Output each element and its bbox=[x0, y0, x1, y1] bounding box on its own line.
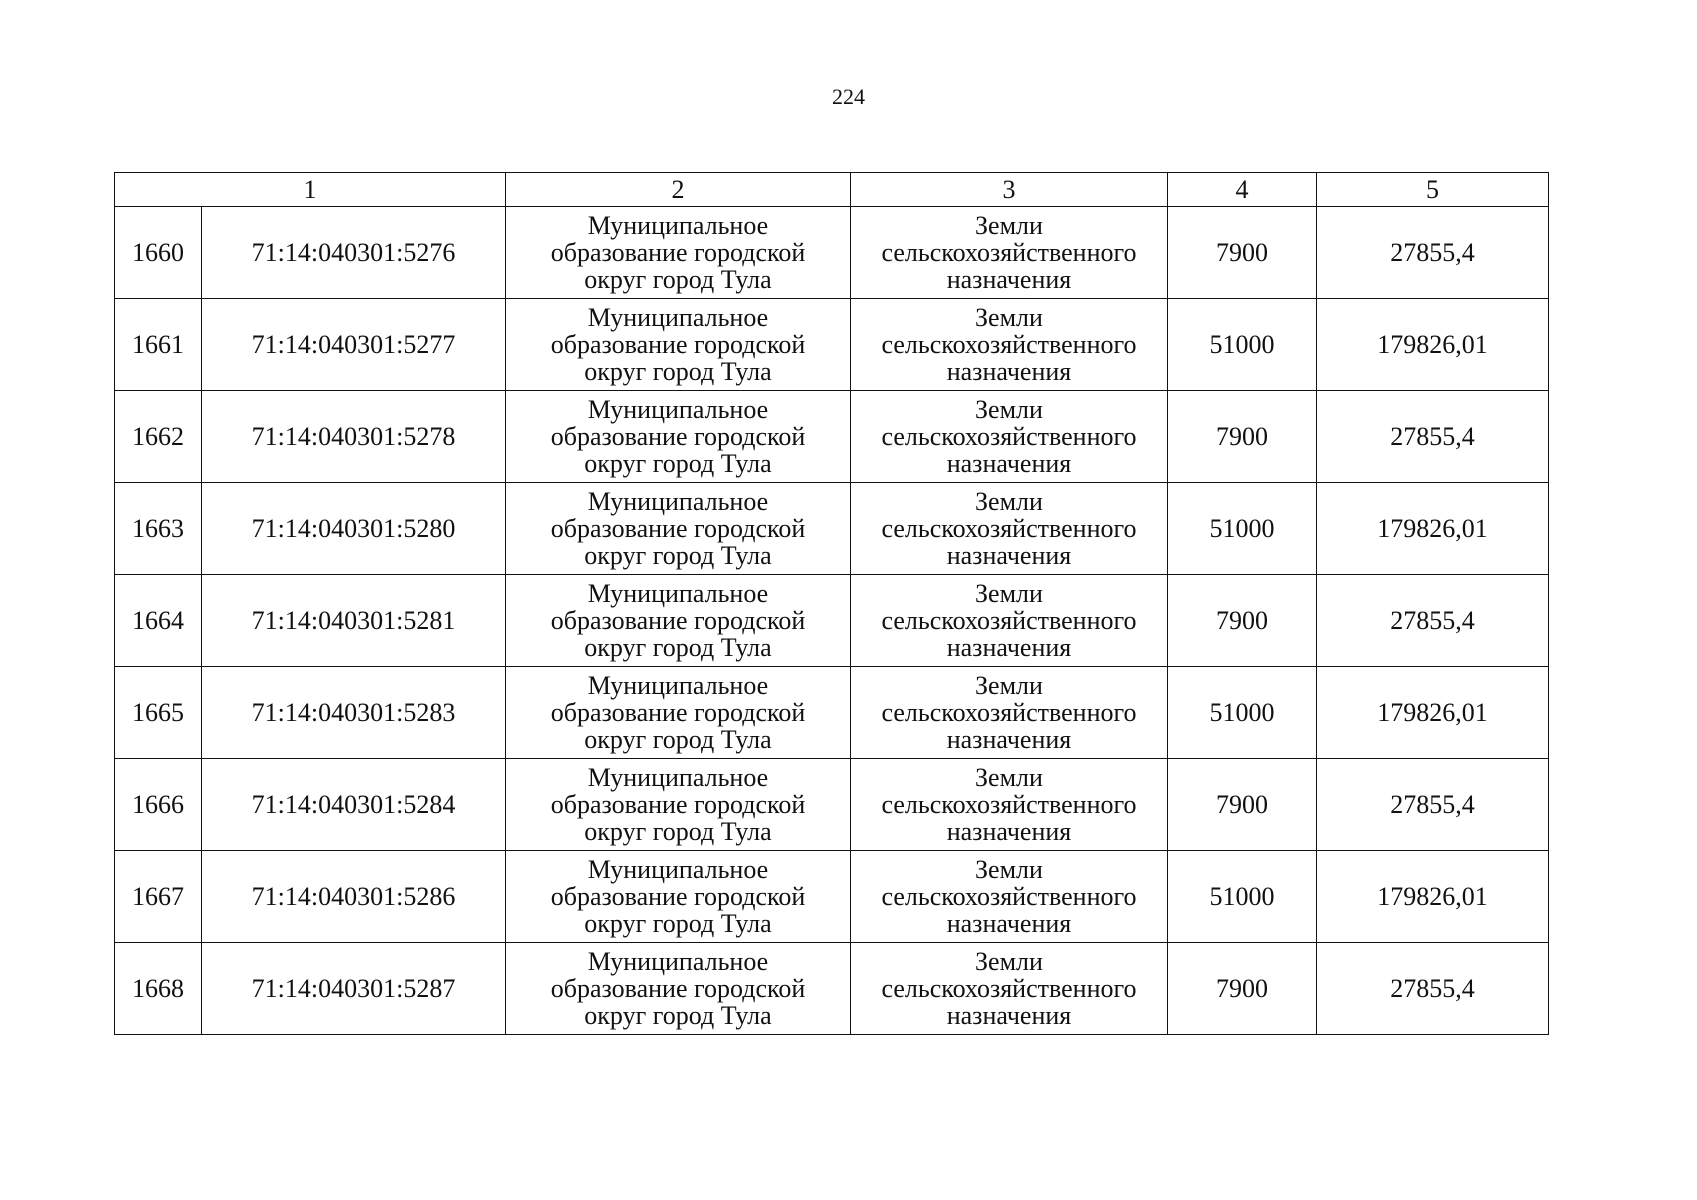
owner-cell-line: Муниципальное bbox=[587, 487, 769, 516]
row-number-cell: 1661 bbox=[115, 299, 202, 391]
area-cell: 7900 bbox=[1168, 207, 1317, 299]
land-category-cell bbox=[851, 483, 1168, 575]
table-row bbox=[115, 483, 1549, 575]
cadastral-number-cell: 71:14:040301:5287 bbox=[202, 943, 506, 1035]
row-number-cell: 1664 bbox=[115, 575, 202, 667]
land-category-cell bbox=[851, 391, 1168, 483]
table-row bbox=[115, 667, 1549, 759]
land-category-cell-line: Земли bbox=[975, 211, 1043, 240]
header-cell-3: 3 bbox=[851, 173, 1168, 207]
row-number-cell: 1668 bbox=[115, 943, 202, 1035]
row-number-cell: 1662 bbox=[115, 391, 202, 483]
land-category-cell-line: Земли bbox=[975, 671, 1043, 700]
area-cell: 7900 bbox=[1168, 759, 1317, 851]
row-number-cell: 1666 bbox=[115, 759, 202, 851]
land-category-cell-line: назначения bbox=[946, 725, 1072, 754]
land-category-cell-line: сельскохозяйственного bbox=[881, 698, 1137, 727]
value-cell: 179826,01 bbox=[1317, 851, 1549, 943]
land-category-cell-line: Земли bbox=[975, 395, 1043, 424]
owner-cell bbox=[506, 851, 851, 943]
owner-cell-line: округ город Тула bbox=[584, 357, 772, 386]
row-number-cell: 1663 bbox=[115, 483, 202, 575]
header-cell-5: 5 bbox=[1317, 173, 1549, 207]
row-number-cell: 1660 bbox=[115, 207, 202, 299]
area-cell: 51000 bbox=[1168, 483, 1317, 575]
value-cell: 27855,4 bbox=[1317, 575, 1549, 667]
land-category-cell bbox=[851, 667, 1168, 759]
cadastral-number-cell: 71:14:040301:5281 bbox=[202, 575, 506, 667]
land-category-cell bbox=[851, 207, 1168, 299]
owner-cell-line: Муниципальное bbox=[587, 579, 769, 608]
cadastral-number-cell: 71:14:040301:5278 bbox=[202, 391, 506, 483]
owner-cell-line: образование городской bbox=[550, 514, 806, 543]
owner-cell-line: округ город Тула bbox=[584, 449, 772, 478]
land-category-cell-line: сельскохозяйственного bbox=[881, 882, 1137, 911]
owner-cell bbox=[506, 575, 851, 667]
owner-cell bbox=[506, 391, 851, 483]
table-row bbox=[115, 207, 1549, 299]
land-category-cell bbox=[851, 759, 1168, 851]
value-cell: 27855,4 bbox=[1317, 207, 1549, 299]
value-cell: 179826,01 bbox=[1317, 483, 1549, 575]
cadastral-number-cell: 71:14:040301:5276 bbox=[202, 207, 506, 299]
value-cell: 179826,01 bbox=[1317, 667, 1549, 759]
owner-cell-line: Муниципальное bbox=[587, 211, 769, 240]
land-category-cell-line: Земли bbox=[975, 487, 1043, 516]
area-cell: 51000 bbox=[1168, 299, 1317, 391]
owner-cell-line: образование городской bbox=[550, 882, 806, 911]
page-number: 224 bbox=[832, 84, 865, 109]
owner-cell-line: образование городской bbox=[550, 698, 806, 727]
owner-cell bbox=[506, 483, 851, 575]
owner-cell bbox=[506, 299, 851, 391]
area-cell: 51000 bbox=[1168, 667, 1317, 759]
owner-cell-line: образование городской bbox=[550, 238, 806, 267]
row-number-cell: 1667 bbox=[115, 851, 202, 943]
owner-cell bbox=[506, 207, 851, 299]
owner-cell-line: Муниципальное bbox=[587, 947, 769, 976]
land-category-cell-line: сельскохозяйственного bbox=[881, 606, 1137, 635]
value-cell: 27855,4 bbox=[1317, 391, 1549, 483]
owner-cell-line: округ город Тула bbox=[584, 909, 772, 938]
row-number-cell: 1665 bbox=[115, 667, 202, 759]
owner-cell-line: образование городской bbox=[550, 790, 806, 819]
area-cell: 51000 bbox=[1168, 851, 1317, 943]
owner-cell-line: округ город Тула bbox=[584, 633, 772, 662]
land-category-cell-line: назначения bbox=[946, 1001, 1072, 1030]
header-cell-4: 4 bbox=[1168, 173, 1317, 207]
table-row bbox=[115, 299, 1549, 391]
owner-cell-line: округ город Тула bbox=[584, 725, 772, 754]
cadastral-number-cell: 71:14:040301:5277 bbox=[202, 299, 506, 391]
value-cell: 27855,4 bbox=[1317, 759, 1549, 851]
table-row bbox=[115, 851, 1549, 943]
land-category-cell-line: сельскохозяйственного bbox=[881, 330, 1137, 359]
land-category-cell-line: назначения bbox=[946, 265, 1072, 294]
owner-cell-line: Муниципальное bbox=[587, 395, 769, 424]
land-category-cell-line: сельскохозяйственного bbox=[881, 514, 1137, 543]
header-cell-2: 2 bbox=[506, 173, 851, 207]
table-header-row bbox=[115, 173, 1549, 207]
area-cell: 7900 bbox=[1168, 575, 1317, 667]
owner-cell-line: Муниципальное bbox=[587, 763, 769, 792]
land-category-cell-line: Земли bbox=[975, 763, 1043, 792]
cadastral-number-cell: 71:14:040301:5284 bbox=[202, 759, 506, 851]
owner-cell-line: округ город Тула bbox=[584, 1001, 772, 1030]
owner-cell bbox=[506, 943, 851, 1035]
land-category-cell bbox=[851, 943, 1168, 1035]
land-category-cell-line: сельскохозяйственного bbox=[881, 238, 1137, 267]
land-category-cell-line: назначения bbox=[946, 909, 1072, 938]
owner-cell-line: округ город Тула bbox=[584, 817, 772, 846]
land-category-cell-line: Земли bbox=[975, 303, 1043, 332]
table-row bbox=[115, 575, 1549, 667]
land-category-cell bbox=[851, 851, 1168, 943]
cadastral-number-cell: 71:14:040301:5280 bbox=[202, 483, 506, 575]
land-category-cell-line: сельскохозяйственного bbox=[881, 422, 1137, 451]
table-row bbox=[115, 759, 1549, 851]
owner-cell-line: округ город Тула bbox=[584, 265, 772, 294]
owner-cell-line: Муниципальное bbox=[587, 671, 769, 700]
land-category-cell-line: назначения bbox=[946, 817, 1072, 846]
owner-cell-line: образование городской bbox=[550, 606, 806, 635]
owner-cell bbox=[506, 667, 851, 759]
owner-cell-line: Муниципальное bbox=[587, 855, 769, 884]
land-category-cell bbox=[851, 299, 1168, 391]
area-cell: 7900 bbox=[1168, 391, 1317, 483]
land-category-cell-line: сельскохозяйственного bbox=[881, 790, 1137, 819]
owner-cell-line: образование городской bbox=[550, 974, 806, 1003]
land-category-cell-line: Земли bbox=[975, 579, 1043, 608]
owner-cell-line: образование городской bbox=[550, 330, 806, 359]
table-body bbox=[115, 173, 1549, 1035]
owner-cell-line: образование городской bbox=[550, 422, 806, 451]
owner-cell-line: округ город Тула bbox=[584, 541, 772, 570]
value-cell: 179826,01 bbox=[1317, 299, 1549, 391]
land-plots-table bbox=[114, 172, 1549, 1035]
owner-cell bbox=[506, 759, 851, 851]
cadastral-number-cell: 71:14:040301:5283 bbox=[202, 667, 506, 759]
land-category-cell-line: назначения bbox=[946, 633, 1072, 662]
land-category-cell bbox=[851, 575, 1168, 667]
cadastral-number-cell: 71:14:040301:5286 bbox=[202, 851, 506, 943]
owner-cell-line: Муниципальное bbox=[587, 303, 769, 332]
land-category-cell-line: Земли bbox=[975, 947, 1043, 976]
header-cell-1: 1 bbox=[115, 173, 506, 207]
area-cell: 7900 bbox=[1168, 943, 1317, 1035]
land-category-cell-line: сельскохозяйственного bbox=[881, 974, 1137, 1003]
land-category-cell-line: назначения bbox=[946, 357, 1072, 386]
land-category-cell-line: назначения bbox=[946, 449, 1072, 478]
land-category-cell-line: Земли bbox=[975, 855, 1043, 884]
table-row bbox=[115, 943, 1549, 1035]
table-row bbox=[115, 391, 1549, 483]
land-category-cell-line: назначения bbox=[946, 541, 1072, 570]
value-cell: 27855,4 bbox=[1317, 943, 1549, 1035]
